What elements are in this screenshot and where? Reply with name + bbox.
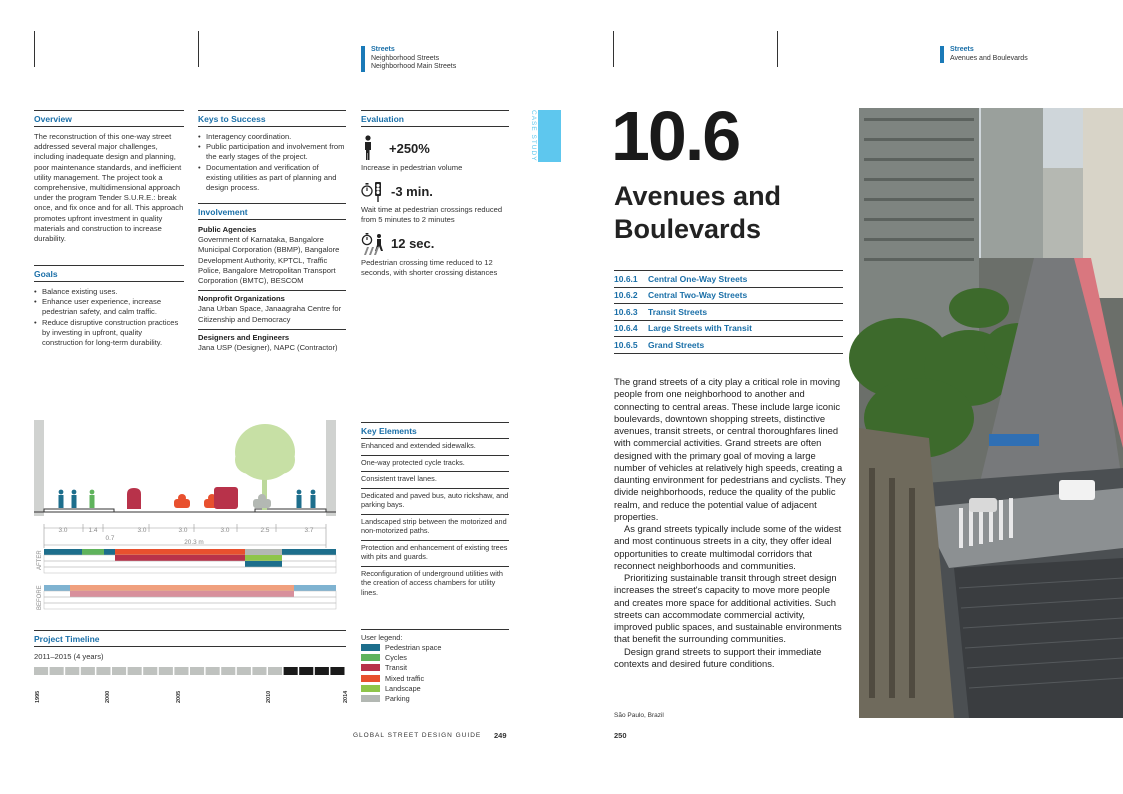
timeline-segment — [174, 667, 188, 675]
legend-label: Cycles — [385, 652, 407, 662]
before-label: BEFORE — [37, 585, 43, 610]
timeline-segment — [159, 667, 173, 675]
list-item: • Public participation and involvement from the early stages of the project. — [198, 142, 346, 162]
key-elements-title: Key Elements — [361, 422, 509, 439]
timeline-section — [34, 630, 349, 712]
timeline-segment — [268, 667, 282, 675]
legend-item — [361, 652, 509, 662]
list-item: Consistent travel lanes. — [361, 472, 509, 489]
page-number: 249 — [494, 731, 507, 740]
legend-item — [361, 693, 509, 703]
legend-label: Transit — [385, 663, 408, 673]
chapter-number: 10.6 — [611, 97, 740, 175]
evaluation-value: +250% — [389, 140, 430, 156]
legend-label: Mixed traffic — [385, 673, 425, 683]
legend-swatch — [361, 685, 380, 692]
dimension-label: 3.0 — [178, 527, 188, 534]
involvement-text: Jana USP (Designer), NAPC (Contractor) — [198, 343, 338, 353]
list-item: Protection and enhancement of existing trees with pits and guards. — [361, 541, 509, 567]
timeline-year: 2010 — [266, 690, 272, 704]
involvement-text: Government of Karnataka, Bangalore Municipal Corporation (BBMP), Bangalore Development Authority, KPTCL, Traffic Police, Bangalore Metropolitan Transport Corporation (BMTC), BESCOM — [198, 235, 340, 286]
toc-item[interactable]: 10.6.2 Central Two-Way Streets — [614, 288, 843, 305]
after-label: AFTER — [37, 550, 43, 570]
timeline-title: Project Timeline — [34, 630, 346, 647]
evaluation-text: Increase in pedestrian volume — [361, 163, 463, 172]
crosswalk-timer-icon — [361, 232, 387, 256]
total-width-label: 20.3 m — [184, 539, 204, 546]
chapter-toc — [614, 270, 843, 354]
timeline-segment — [237, 667, 251, 675]
timeline-bar — [34, 667, 349, 707]
case-study-tab — [527, 110, 561, 162]
column-tick — [777, 31, 778, 67]
list-item: Enhanced and extended sidewalks. — [361, 439, 509, 456]
timeline-year: 2005 — [176, 690, 182, 704]
dimension-label: 1.4 — [88, 527, 98, 534]
legend-item — [361, 642, 509, 652]
evaluation-section — [361, 110, 509, 278]
column-tick — [613, 31, 614, 67]
dimension-label: 3.0 — [58, 527, 68, 534]
legend-swatch — [361, 664, 380, 671]
goals-section — [34, 265, 184, 348]
involvement-head: Designers and Engineers — [198, 332, 290, 342]
list-item: One-way protected cycle tracks. — [361, 456, 509, 473]
timeline-segment — [252, 667, 266, 675]
timeline-segment — [112, 667, 126, 675]
evaluation-value: 12 sec. — [391, 236, 435, 252]
street-section-diagram — [34, 420, 336, 620]
legend-item — [361, 663, 509, 673]
evaluation-value: -3 min. — [391, 183, 433, 199]
dimension-label: 2.5 — [260, 527, 270, 534]
evaluation-text: Wait time at pedestrian crossings reduced from 5 minutes to 2 minutes — [361, 205, 503, 225]
paragraph: The grand streets of a city play a critical role in moving people from one neighborhood to another and connecting to central areas. These include large iconic boulevards, downtown shopping streets, distinctive avenues, transit streets, or central thoroughfares lined with commercial activities. Grand streets are often designed with the primary goal of moving a large number of vehicles at relatively high speeds, creating a daunting environment for pedestrians and cyclists. They divide neighborhoods, reduce the quality of the public realm, and reduce the potential value of adjacent properties. — [614, 376, 846, 522]
evaluation-title: Evaluation — [361, 110, 509, 127]
toc-item[interactable]: 10.6.5 Grand Streets — [614, 337, 843, 354]
dimension-label: 3.0 — [220, 527, 230, 534]
list-item: • Enhance user experience, increase pedestrian safety, and calm traffic. — [34, 297, 184, 317]
involvement-head: Public Agencies — [198, 225, 257, 234]
pedestrian-icon — [361, 135, 375, 161]
dimension-label: 3.7 — [304, 527, 314, 534]
toc-item[interactable]: 10.6.1 Central One-Way Streets — [614, 271, 843, 288]
column-tick — [198, 31, 199, 67]
footer-book-title: GLOBAL STREET DESIGN GUIDE — [353, 732, 482, 739]
list-item: Reconfiguration of underground utilities with the creation of access chambers for utility lines. — [361, 568, 503, 597]
timeline-segment — [315, 667, 329, 675]
overview-text: The reconstruction of this one-way street addressed several major challenges, including inadequate design and planning, poor maintenance standards, and inefficient utility management. The project took a comprehensive, multidimensional approach under the program Tender S.U.R.E.: break once, and fix once and for all. This approach promotes upfront investment in quality materials and construction to increase durability. — [34, 132, 184, 244]
goals-list — [34, 287, 184, 348]
list-item: Dedicated and paved bus, auto rickshaw, and parking bays. — [361, 489, 509, 515]
involvement-text: Jana Urban Space, Janaagraha Centre for Citizenship and Democracy — [198, 304, 342, 324]
timeline-segment — [206, 667, 220, 675]
legend-swatch — [361, 675, 380, 682]
evaluation-text: Pedestrian crossing time reduced to 12 seconds, with shorter crossing distances — [361, 257, 498, 277]
right-running-header: Streets Avenues and Boulevards — [940, 46, 1028, 63]
chapter-body-text — [614, 376, 846, 670]
keys-section — [198, 110, 346, 193]
timeline-segment — [34, 667, 48, 675]
legend-swatch — [361, 654, 380, 661]
legend-swatch — [361, 695, 380, 702]
keys-title: Keys to Success — [198, 110, 346, 127]
timeline-segment — [81, 667, 95, 675]
list-item: Landscaped strip between the motorized and non-motorized paths. — [361, 515, 509, 541]
timeline-segment — [299, 667, 313, 675]
legend-swatch — [361, 644, 380, 651]
street-photo — [859, 108, 1123, 718]
legend-label: Landscape — [385, 683, 421, 693]
overview-section — [34, 110, 184, 244]
legend-title: User legend: — [361, 629, 509, 642]
involvement-title: Involvement — [198, 203, 346, 220]
list-item: • Reduce disruptive construction practices by investing in upfront, quality construction for long-term durability. — [34, 318, 184, 349]
page-number: 250 — [614, 731, 627, 740]
list-item: • Documentation and verification of existing utilities as part of planning and design process. — [198, 163, 346, 194]
photo-caption: São Paulo, Brazil — [614, 712, 664, 719]
paragraph: Prioritizing sustainable transit through street design increases the street's capacity to move more people and creates more space for additional activities. Such streets can accommodate commercial activity, improved public spaces, and sustainable environments that benefit the surrounding communities. — [614, 572, 842, 645]
involvement-section — [198, 203, 346, 353]
left-running-header: Streets Neighborhood Streets Neighborhood Main Streets — [361, 46, 456, 72]
chapter-title: Avenues and Boulevards — [614, 181, 782, 244]
toc-item[interactable]: 10.6.4 Large Streets with Transit — [614, 321, 843, 338]
timeline-segment — [143, 667, 157, 675]
timeline-segment — [50, 667, 64, 675]
keys-list — [198, 132, 346, 193]
user-legend — [361, 629, 509, 704]
timeline-segment — [284, 667, 298, 675]
timeline-year: 1995 — [35, 690, 41, 704]
timeline-segment — [330, 667, 344, 675]
paragraph: As grand streets typically include some of the widest and most continuous streets in a city, they offer ideal opportunities to create multimodal corridors that reconnect neighborhoods and communities. — [614, 523, 842, 571]
timeline-segment — [65, 667, 79, 675]
legend-item — [361, 683, 509, 693]
involvement-head: Nonprofit Organizations — [198, 294, 285, 304]
dimension-label: 3.0 — [137, 527, 147, 534]
timeline-segment — [221, 667, 235, 675]
list-item: • Interagency coordination. — [198, 132, 346, 142]
timeline-year: 2014 — [343, 690, 349, 704]
signal-timer-icon — [361, 179, 385, 203]
timeline-segment — [128, 667, 142, 675]
timeline-segment — [96, 667, 110, 675]
paragraph: Design grand streets to support their immediate contexts and desired future conditions. — [614, 645, 822, 669]
dimension-label: 0.7 — [105, 535, 115, 542]
key-elements-section — [361, 422, 509, 601]
legend-item — [361, 673, 509, 683]
column-tick — [34, 31, 35, 67]
timeline-segment — [190, 667, 204, 675]
case-study-label: CASE STUDY — [530, 110, 537, 162]
legend-label: Parking — [385, 694, 410, 704]
overview-title: Overview — [34, 110, 184, 127]
list-item: • Balance existing uses. — [34, 287, 184, 297]
legend-label: Pedestrian space — [385, 642, 442, 652]
timeline-year: 2000 — [105, 690, 111, 704]
timeline-period: 2011–2015 (4 years) — [34, 652, 104, 661]
goals-title: Goals — [34, 265, 184, 282]
toc-item[interactable]: 10.6.3 Transit Streets — [614, 304, 843, 321]
